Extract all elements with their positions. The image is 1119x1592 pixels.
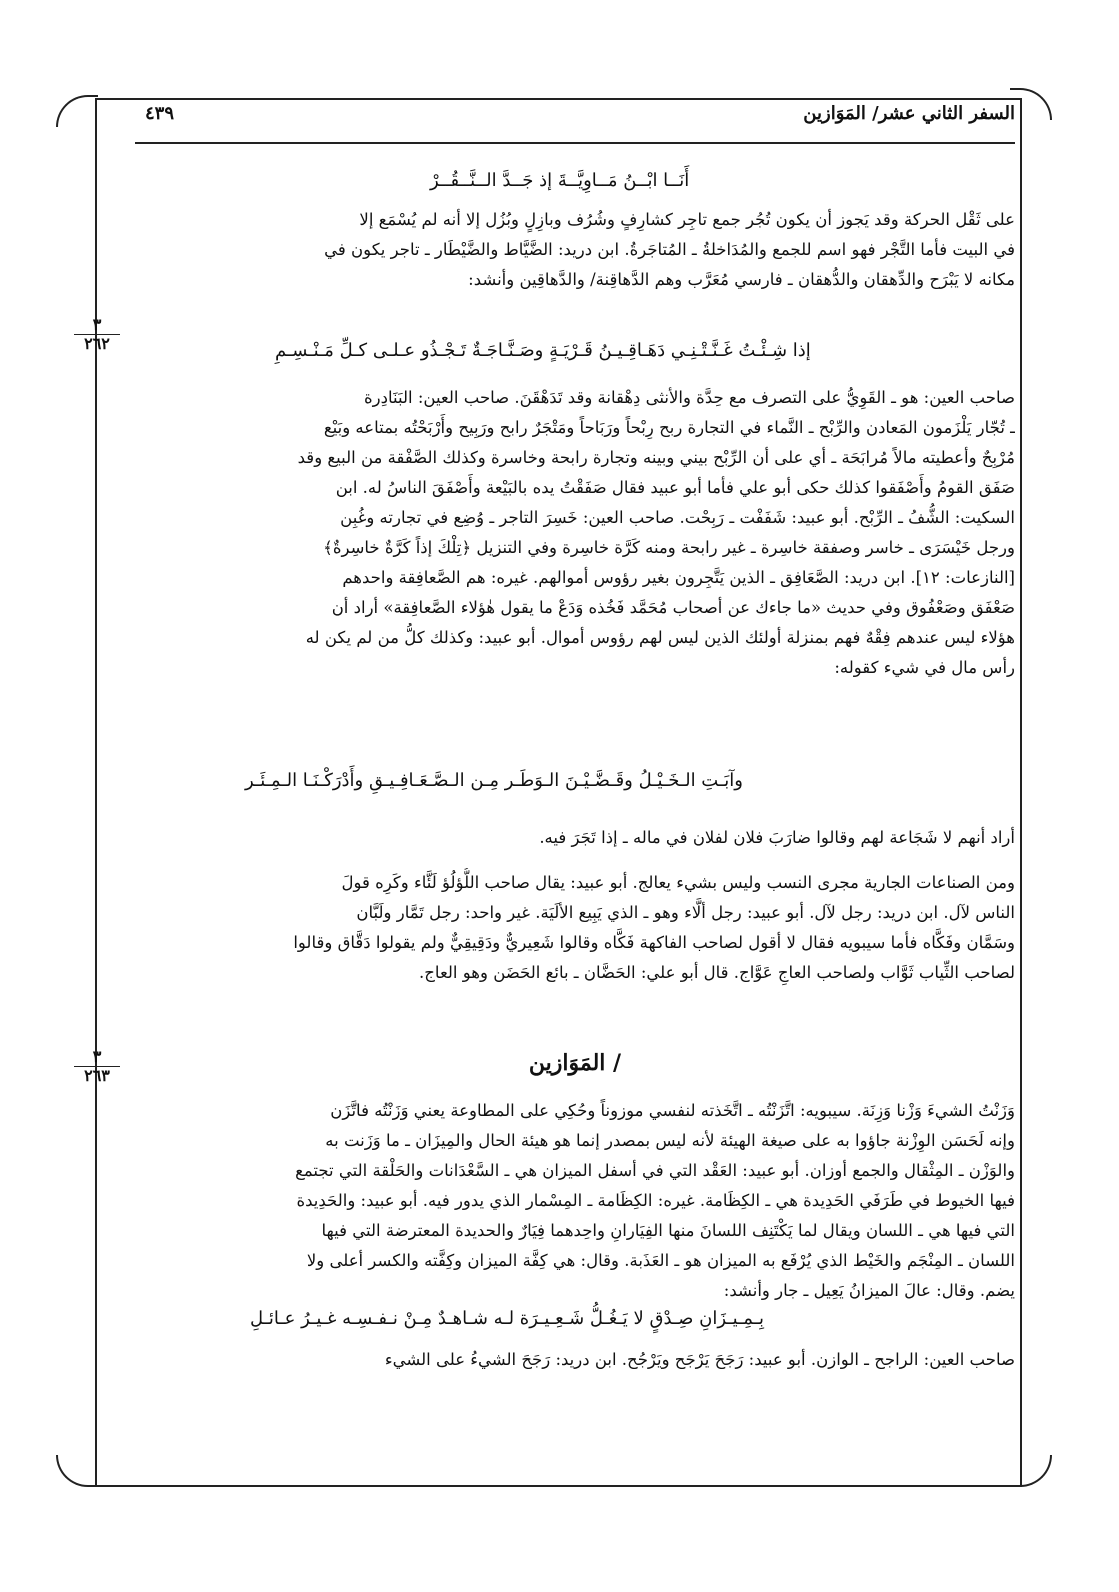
text-line: أراد أنهم لا شَجَاعة لهم وقالوا ضارَبَ فلان لفلان في ماله ـ إذا تَجَرَ فيه. — [539, 828, 1015, 847]
paragraph — [135, 823, 1015, 853]
text-line: يضم. وقال: عالَ الميزانُ يَعِيل ـ جار وأنشد: — [723, 1281, 1015, 1300]
text-line: في البيت فأما التَّجْر فهو اسم للجمع والمُدَاخلةُ ـ المُتاجَرةُ. ابن دريد: الضَّيَّاط والضَّيْطَار ـ تاجر يكون في — [324, 240, 1015, 259]
text-line: صَعْفَق وصَعْفُوق وفي حديث «ما جاءك عن أصحاب مُحَمَّد فَخُذه وَدَعْ ما يقول هٰؤلاء الصَّعافِقة» أراد أن — [331, 598, 1015, 617]
verse-line: إذا شِـئْـتُ غَـنَّـتْـنِـي دَهَـاقِـيـنُ قَـرْيَـةٍ وصَـنَّـاجَـةٌ تَـجْـذُو عـلـى كـلِّ مَـنْـسِـمِ — [275, 340, 811, 361]
text-line: ورجل خَيْسَرَى ـ خاسر وصفقة خاسِرة ـ غير رابحة ومنه كَرَّة خاسِرة وفي التنزيل ﴿تِلْكَ إذاً كَرَّةٌ خاسِرةٌ﴾ — [323, 538, 1015, 557]
margin-note-volume: ٣ — [74, 1048, 120, 1067]
paragraph — [135, 1345, 1015, 1375]
text-line: على ثَقْل الحركة وقد يَجوز أن يكون تُجُر جمع تاجِر كشارِفٍ وشُرُف وبازِلٍ وبُزُل إلا أنه لم يُسْمَع إلا — [359, 210, 1015, 229]
margin-note — [74, 1048, 120, 1084]
text-line: صَفَق القومُ وأَصْفَقوا كذلك حكى أبو علي فأما أبو عبيد فقال صَفَقْتُ يده بالبَيْعة وأَصْفَقَ الناسُ له. ابن — [335, 478, 1015, 497]
verse-line: بِـمِـيـزَانِ صِـدْقٍ لا يَـغُـلُّ شَـعِـيـرَة لـه شـاهـدٌ مِـنْ نـفـسِـه غـيـرُ عـائـلِ — [250, 1308, 764, 1329]
text-line: التي فيها هي ـ اللسان ويقال لما يَكْتَنِف اللسانَ منها الفِيَارانِ واحِدهما فِيَارٌ والحديدة المعترضة التي فيها — [321, 1221, 1015, 1240]
text-line: الناس لآل. ابن دريد: رجل لآل. أبو عبيد: رجل ألَّاء وهو ـ الذي يَبِيع الألَيَة. غير واحد: رجل تَمَّار ولَبَّان — [356, 903, 1015, 922]
paragraph — [135, 1096, 1015, 1306]
text-line: والوَزْن ـ المِثْقال والجمع أوزان. أبو عبيد: العَقْد التي في أسفل الميزان هي ـ السَّعْدَانات والحَلْقة التي تجتمع — [295, 1161, 1015, 1180]
frame-corner-bottom-left — [56, 1455, 98, 1487]
paragraph — [135, 868, 1015, 988]
verse-line: أَنَــا ابْــنُ مَــاوِيَّــةَ إذ جَــدَّ الــنَّــقُــرْ — [430, 170, 690, 191]
text-line: رأس مال في شيء كقوله: — [834, 658, 1015, 677]
header-rule — [135, 142, 1015, 144]
text-line: مكانه لا يَبْرَح والدِّهقان والدُّهقان ـ فارسي مُعَرَّب وهم الدَّهاقِنة/ والدَّهاقِين وأنشد: — [468, 270, 1015, 289]
text-line: صاحب العين: هو ـ القَوِيُّ على التصرف مع حِدَّة والأنثى دِهْقانة وقد تَدَهْقَنَ. صاحب العين: البَنَادِرة — [364, 388, 1015, 407]
section-heading: / المَوَازين — [528, 1050, 622, 1076]
text-line: مُرْبِحٌ وأعطيته مالاً مُرابَحَة ـ أي على أن الرِّبْح بيني وبينه وتجارة رابحة وخاسرة وكذلك الصَّفْقة من البيع وقد — [297, 448, 1015, 467]
page-number: ٤٣٩ — [145, 103, 175, 124]
paragraph — [135, 205, 1015, 295]
frame-corner-top-left — [56, 95, 98, 127]
margin-note-page: ٢٦٣ — [84, 1066, 110, 1085]
text-line: اللسان ـ المِنْجَم والخَيْط الذي يُرْفَع به الميزان هو ـ العَذَبة. وقال: هي كِفَّة الميزان وكِفَّته والكسر أعلى ولا — [306, 1251, 1015, 1270]
text-line: وإنه لَحَسَن الوِزْنة جاؤوا به على صيغة الهيئة لأنه ليس بمصدر إنما هو هيئة الحال والمِيزَان ـ ما وَزَنت به — [325, 1131, 1015, 1150]
text-line: السكيت: الشُّفُ ـ الرِّبْح. أبو عبيد: شَفَفْت ـ رَبِحْت. صاحب العين: خَسِرَ التاجر ـ وُضِع في تجارته وغُبِن — [340, 508, 1015, 527]
text-line: وَزَنْتُ الشيءَ وَزْنا وَزِنَة. سيبويه: اتَّزَنْتُه ـ اتَّخَذته لنفسي موزوناً وحُكِي على المطاوعة يعني وَزَنْتُه فاتَّزَن — [330, 1101, 1015, 1120]
text-line: لصاحب الثِّياب ثَوَّاب ولصاحب العاجِ عَوَّاج. قال أبو علي: الحَضَّان ـ بائع الحَضَن وهو العاج. — [419, 963, 1015, 982]
text-line: ـ تُجّار يَلْزَمون المَعادن والرِّبْح ـ النَّماء في التجارة ربح رِبْحاً ورَبَاحاً ومَتْجَرٌ رابح ورَبِيح وأَرْبَحْتُه بمتاعه وبَيْع — [323, 418, 1015, 437]
margin-note-page: ٢٦٢ — [84, 334, 110, 353]
text-line: [النازعات: ١٢]. ابن دريد: الصَّعَافِق ـ الذين يَتَّجِرون بغير رؤوس أموالهم. غيره: هم الصَّعافِقة واحدهم — [342, 568, 1015, 587]
text-line: صاحب العين: الراجح ـ الوازن. أبو عبيد: رَجَحَ يَرْجَح ويَرْجُح. ابن دريد: رَجَحَ الشيءُ على الشيء — [384, 1350, 1015, 1369]
running-title: السفر الثاني عشر/ المَوَازين — [803, 103, 1015, 124]
margin-note — [74, 316, 120, 352]
running-header — [135, 101, 1015, 131]
verse-line: وآبَـتِ الـخَـيْـلُ وقَـضَّـيْـنَ الـوَطَـر مِـن الـصَّـعَـافِـيـقِ وأَدْرَكْـنَـا الـمِـئَـر — [245, 770, 743, 791]
text-line: وسَمَّان وفَكَّاه فأما سيبويه فقال لا أقول لصاحب الفاكهة فَكَّاه وقالوا شَعِيريٌّ ودَقِيقِيٌّ ولم يقولوا دَقَّاق وقالوا — [293, 933, 1015, 952]
text-line: ومن الصناعات الجارية مجرى النسب وليس بشيء يعالج. أبو عبيد: يقال صاحب اللُّؤلُؤ لَئَّاء وكَرِه قولَ — [341, 873, 1015, 892]
text-line: فيها الخيوط في طَرَفَي الحَدِيدة هي ـ الكِظَامة. غيره: الكِظَامة ـ المِسْمار الذي يدور فيه. أبو عبيد: والحَدِيدة — [296, 1191, 1015, 1210]
margin-note-volume: ٣ — [74, 316, 120, 335]
paragraph — [135, 383, 1015, 683]
text-line: هؤلاء ليس عندهم فِقْهٌ فهم بمنزلة أولئك الذين ليس لهم رؤوس أموال. أبو عبيد: وكذلك كلُّ من لم يكن له — [305, 628, 1015, 647]
